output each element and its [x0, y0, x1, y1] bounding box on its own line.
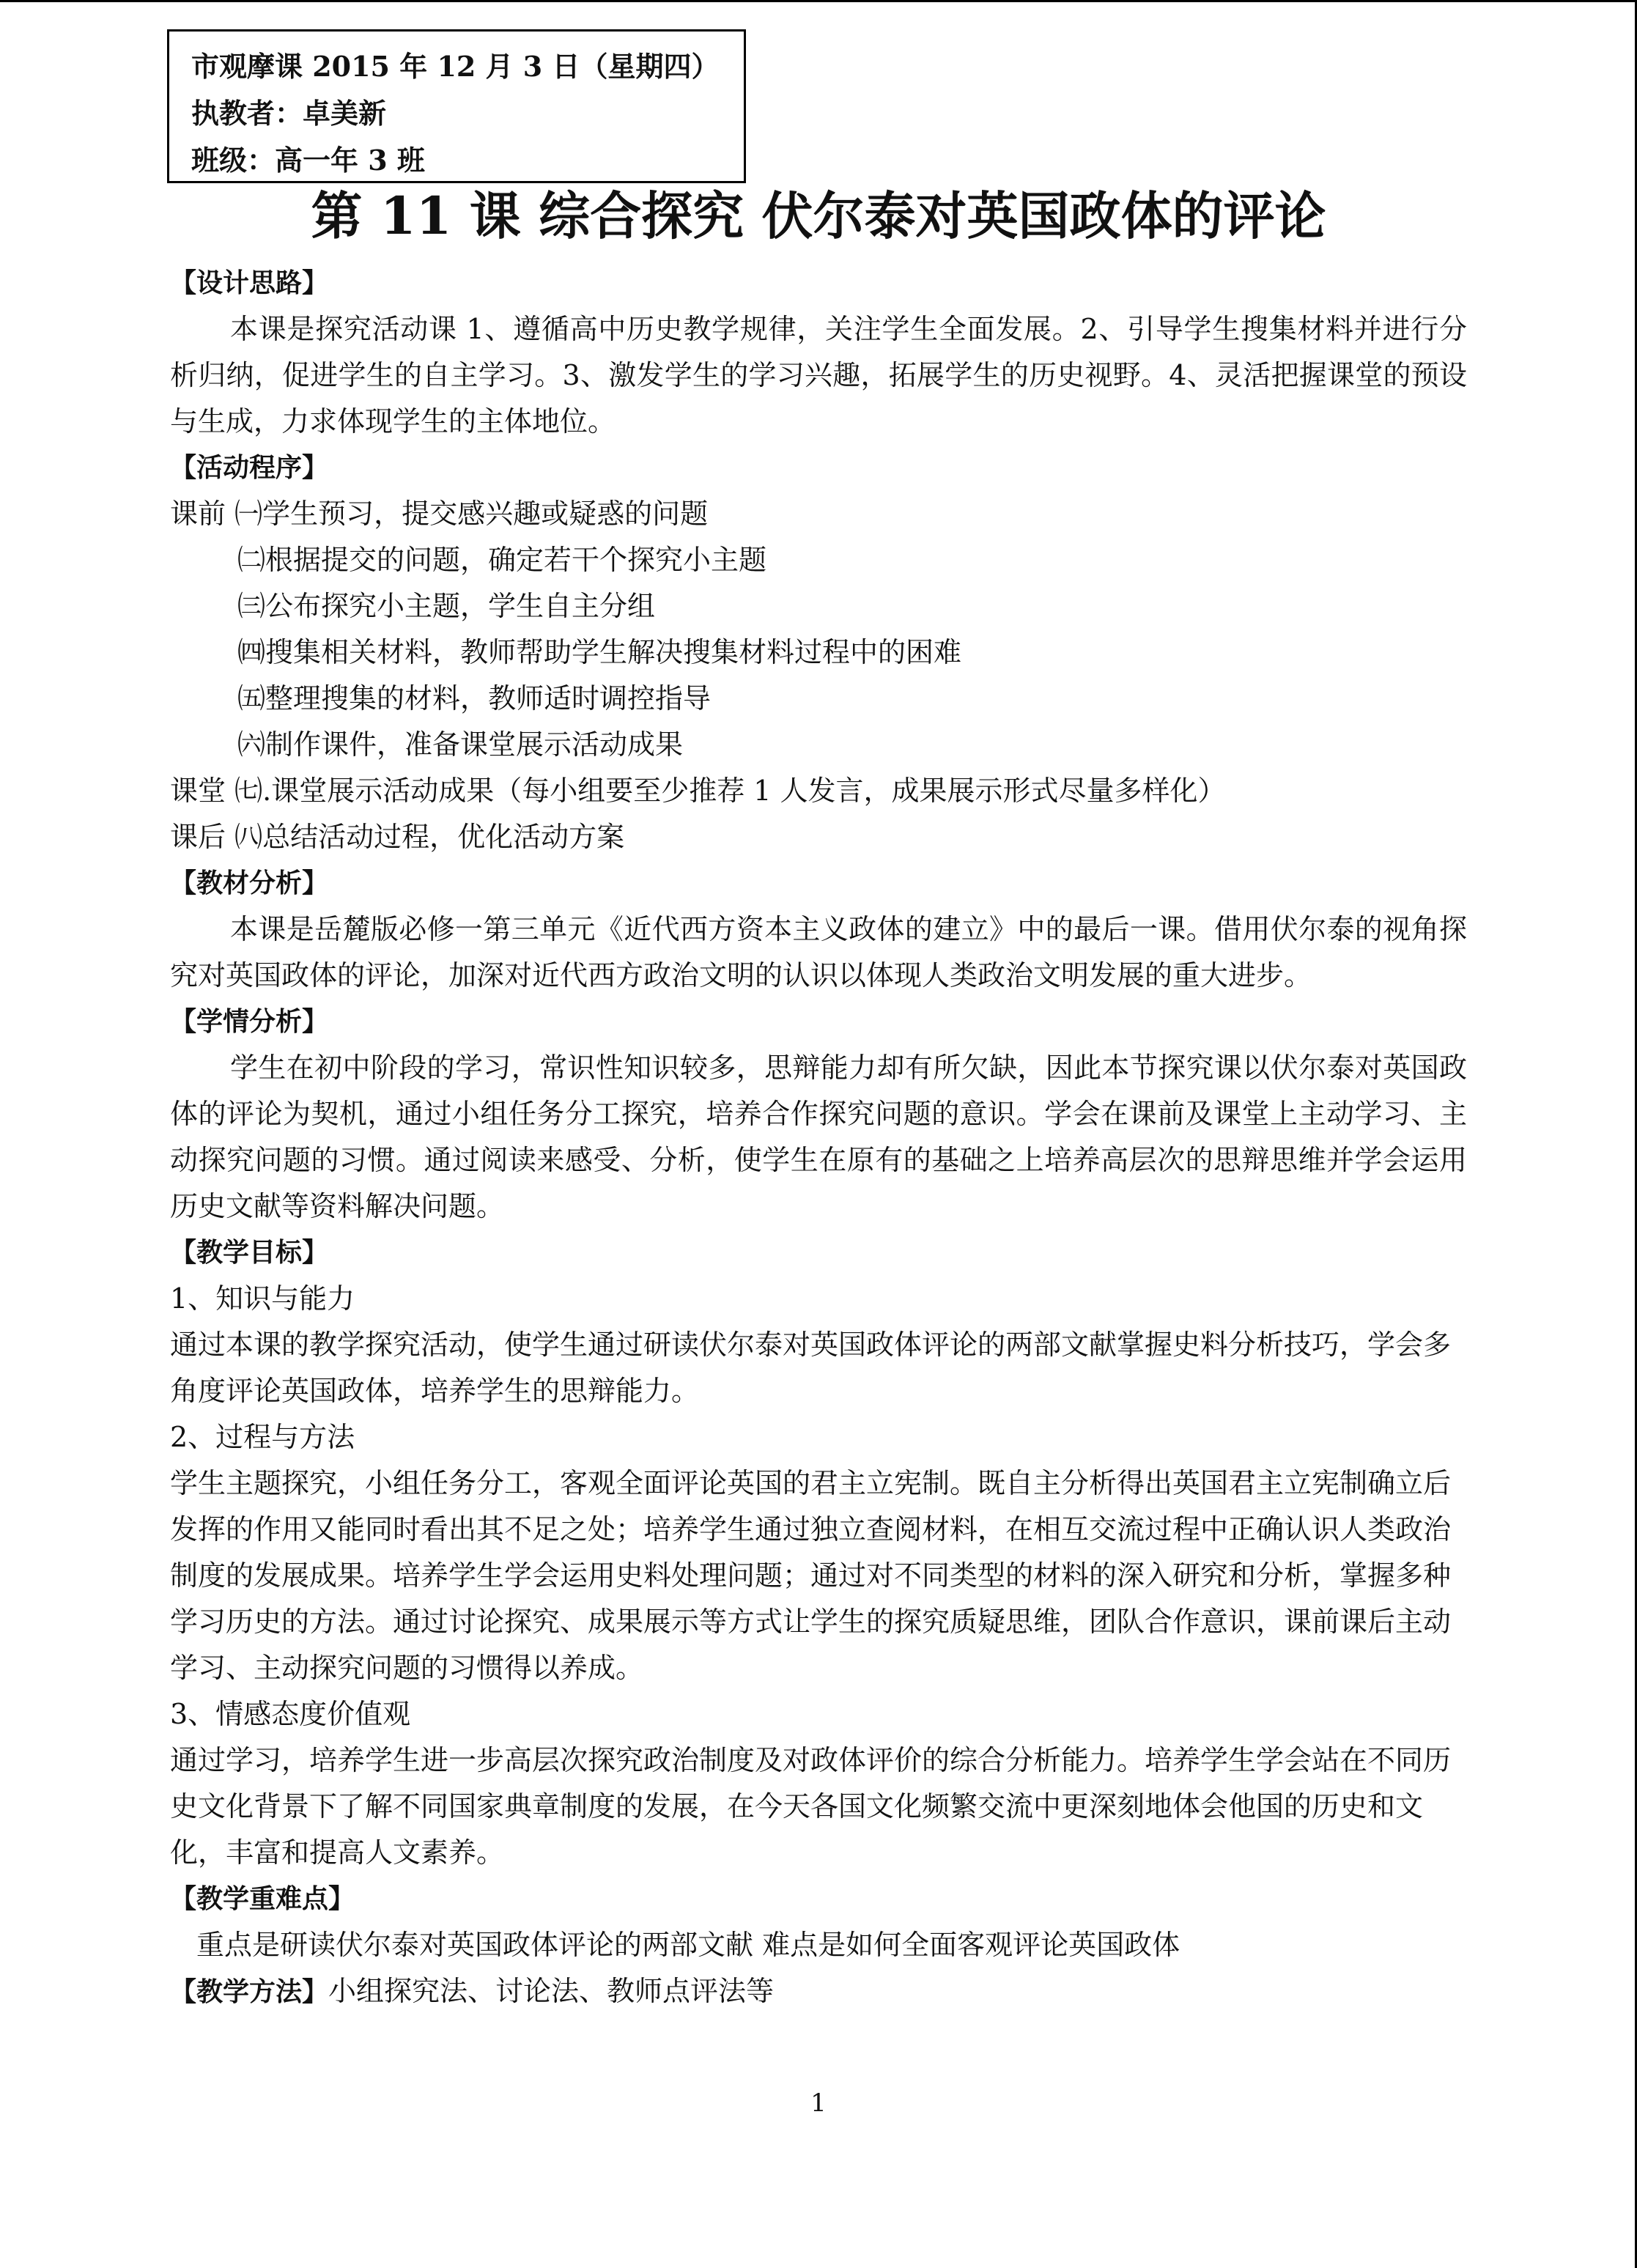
page-border-top [0, 0, 1637, 2]
section-heading-objectives: 【教学目标】 [170, 1238, 329, 1268]
section-heading-methods: 【教学方法】 [170, 1977, 329, 2007]
learner-text: 学生在初中阶段的学习，常识性知识较多，思辩能力却有所欠缺，因此本节探究课以伏尔泰对英国政体的评论为契机，通过小组任务分工探究，培养合作探究问题的意识。学会在课前及课堂上主动学习、主动探究问题的习惯。通过阅读来感受、分析，使学生在原有的基础之上培养高层次的思辩思维并学会运用历史文献等资料解决问题。 [170, 1052, 1467, 1222]
procedure-class-item: ㈦.课堂展示活动成果（每小组要至少推荐 1 人发言，成果展示形式尽量多样化） [234, 775, 1226, 807]
procedure-pre-item-5: ㈤整理搜集的材料，教师适时调控指导 [237, 682, 712, 714]
methods-text: 小组探究法、讨论法、教师点评法等 [328, 1975, 775, 2007]
keypoints-text: 重点是研读伏尔泰对英国政体评论的两部文献 难点是如何全面客观评论英国政体 [196, 1929, 1180, 1961]
lesson-info-box [167, 29, 746, 183]
procedure-post-label: 课后 [170, 821, 226, 853]
objective-2-title: 2、过程与方法 [170, 1421, 355, 1453]
objective-1-text: 通过本课的教学探究活动，使学生通过研读伏尔泰对英国政体评论的两部文献掌握史料分析技巧，学会多角度评论英国政体，培养学生的思辩能力。 [170, 1329, 1452, 1407]
document-body [170, 260, 1467, 2015]
info-class: 班级：高一年 3 班 [191, 144, 425, 177]
procedure-pre-first [170, 491, 1467, 537]
procedure-post-item: ㈧总结活动过程，优化活动方案 [234, 821, 625, 853]
methods-line [170, 1968, 1467, 2015]
section-heading-design: 【设计思路】 [170, 268, 329, 298]
procedure-pre-item-3: ㈢公布探究小主题，学生自主分组 [237, 590, 656, 622]
material-text: 本课是岳麓版必修一第三单元《近代西方资本主义政体的建立》中的最后一课。借用伏尔泰的视角探究对英国政体的评论，加深对近代西方政治文明的认识以体现人类政治文明发展的重大进步。 [170, 913, 1467, 991]
objective-3-text: 通过学习，培养学生进一步高层次探究政治制度及对政体评价的综合分析能力。培养学生学会站在不同历史文化背景下了解不同国家典章制度的发展，在今天各国文化频繁交流中更深刻地体会他国的历史和文化，丰富和提高人文素养。 [170, 1744, 1452, 1869]
procedure-pre-item-2: ㈡根据提交的问题，确定若干个探究小主题 [237, 544, 767, 576]
info-date: 市观摩课 2015 年 12 月 3 日（星期四） [191, 50, 720, 83]
page-title: 第 11 课 综合探究 伏尔泰对英国政体的评论 [311, 185, 1326, 246]
procedure-pre-item-4: ㈣搜集相关材料，教师帮助学生解决搜集材料过程中的困难 [237, 636, 962, 668]
section-heading-procedure: 【活动程序】 [170, 453, 329, 483]
page-number: 1 [810, 2088, 827, 2118]
procedure-class-label: 课堂 [170, 775, 226, 807]
design-text: 本课是探究活动课 1、遵循高中历史教学规律，关注学生全面发展。2、引导学生搜集材料并进行分析归纳，促进学生的自主学习。3、激发学生的学习兴趣，拓展学生的历史视野。4、灵活把握课堂的预设与生成，力求体现学生的主体地位。 [170, 313, 1467, 437]
objective-3-title: 3、情感态度价值观 [170, 1698, 411, 1730]
section-heading-keypoints: 【教学重难点】 [170, 1884, 355, 1914]
procedure-post [170, 814, 1467, 860]
procedure-pre-label: 课前 [170, 498, 226, 530]
procedure-class [170, 768, 1467, 814]
objective-2-text: 学生主题探究，小组任务分工，客观全面评论英国的君主立宪制。既自主分析得出英国君主立宪制确立后发挥的作用又能同时看出其不足之处；培养学生通过独立查阅材料，在相互交流过程中正确认识人类政治制度的发展成果。培养学生学会运用史料处理问题；通过对不同类型的材料的深入研究和分析，掌握多种学习历史的方法。通过讨论探究、成果展示等方式让学生的探究质疑思维，团队合作意识，课前课后主动学习、主动探究问题的习惯得以养成。 [170, 1467, 1452, 1684]
objective-1-title: 1、知识与能力 [170, 1282, 355, 1315]
section-heading-learner: 【学情分析】 [170, 1007, 329, 1037]
info-teacher: 执教者：卓美新 [191, 97, 387, 130]
section-heading-material: 【教材分析】 [170, 868, 329, 898]
procedure-pre-item-6: ㈥制作课件，准备课堂展示活动成果 [237, 728, 684, 761]
procedure-pre-item-1: ㈠学生预习，提交感兴趣或疑惑的问题 [234, 498, 709, 530]
